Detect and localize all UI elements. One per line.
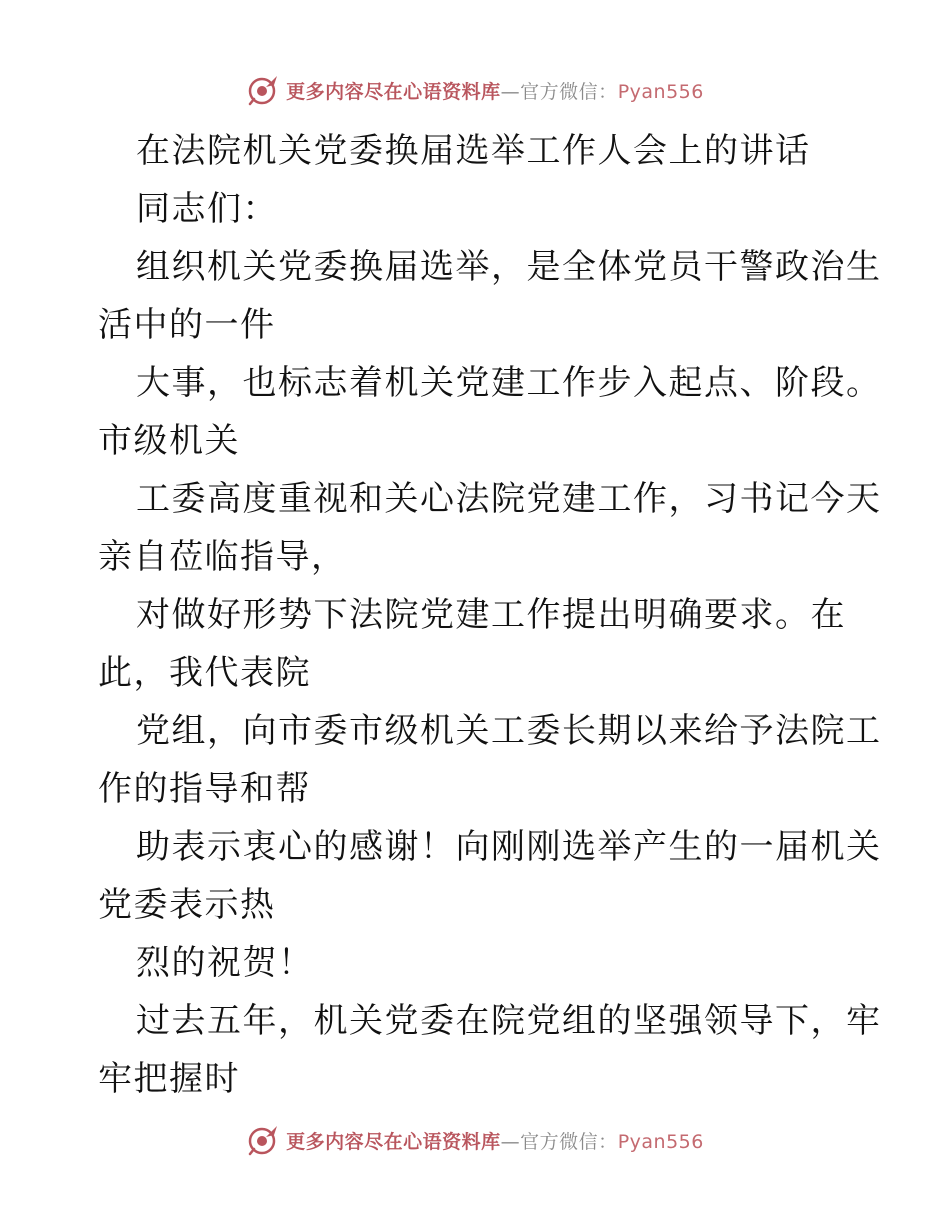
watermark-sub: 官方微信： bbox=[520, 80, 618, 103]
text-line: 党委表示热 bbox=[98, 885, 276, 925]
text-line: 对做好形势下法院党建工作提出明确要求。在 bbox=[136, 595, 846, 635]
watermark-text bbox=[286, 77, 704, 104]
quill-pen-logo-icon bbox=[246, 1123, 280, 1157]
quill-pen-logo-icon bbox=[246, 73, 280, 107]
text-line: 组织机关党委换届选举，是全体党员干警政治生 bbox=[136, 247, 882, 287]
watermark-text bbox=[286, 1127, 704, 1154]
text-line: 党组，向市委市级机关工委长期以来给予法院工 bbox=[136, 711, 882, 751]
text-line: 助表示衷心的感谢！向刚刚选举产生的一届机关 bbox=[136, 827, 882, 867]
watermark-main: 更多内容尽在心语资料库 bbox=[286, 1130, 501, 1153]
watermark-separator: — bbox=[500, 80, 521, 103]
text-line: 工委高度重视和关心法院党建工作，习书记今天 bbox=[136, 479, 882, 519]
text-line: 此，我代表院 bbox=[98, 653, 311, 693]
watermark-id: Pyan556 bbox=[617, 1130, 704, 1153]
watermark-id: Pyan556 bbox=[617, 80, 704, 103]
text-line: 同志们： bbox=[136, 189, 278, 229]
watermark-main: 更多内容尽在心语资料库 bbox=[286, 80, 501, 103]
text-line: 作的指导和帮 bbox=[98, 769, 311, 809]
text-line: 活中的一件 bbox=[98, 305, 276, 345]
text-line: 亲自莅临指导， bbox=[98, 537, 347, 577]
text-line: 过去五年，机关党委在院党组的坚强领导下，牢 bbox=[136, 1001, 882, 1041]
text-line: 大事，也标志着机关党建工作步入起点、阶段。 bbox=[136, 363, 882, 403]
text-line: 烈的祝贺！ bbox=[136, 943, 314, 983]
footer-watermark bbox=[0, 1120, 950, 1160]
text-line: 牢把握时 bbox=[98, 1059, 240, 1099]
watermark-sub: 官方微信： bbox=[520, 1130, 618, 1153]
header-watermark bbox=[0, 70, 950, 110]
document-body bbox=[98, 122, 882, 1108]
text-line: 市级机关 bbox=[98, 421, 240, 461]
watermark-separator: — bbox=[500, 1130, 521, 1153]
document-title: 在法院机关党委换届选举工作人会上的讲话 bbox=[136, 131, 811, 171]
